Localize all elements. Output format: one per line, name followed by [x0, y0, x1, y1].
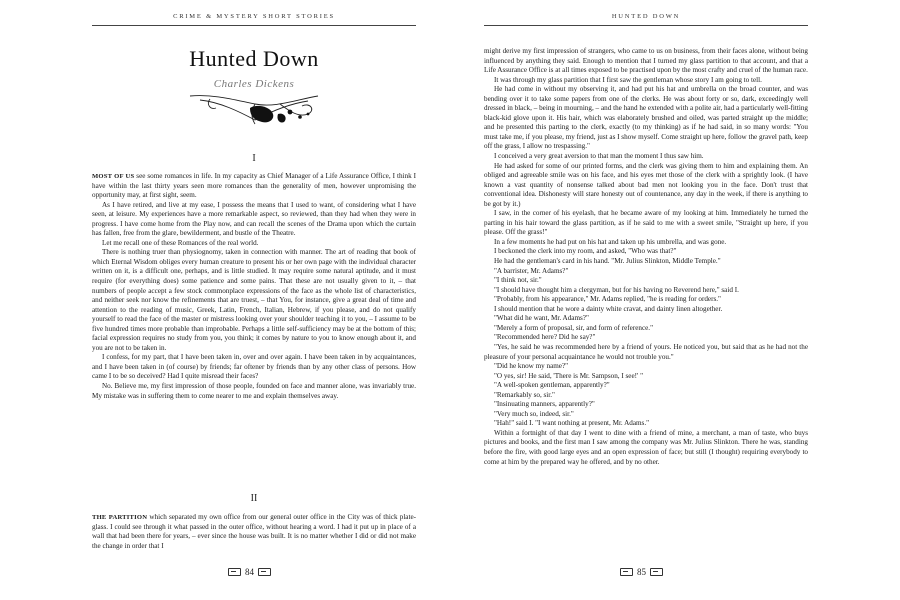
paragraph-text: He had the gentleman's card in his hand. "Mr. Julius Slinkton, Middle Temple.": [494, 257, 721, 266]
paragraph-text: "Hah!" said I. "I want nothing at present, Mr. Adams.": [494, 419, 650, 428]
section-1-text: [92, 172, 416, 470]
paragraph: [484, 238, 808, 248]
page-number-right: [620, 567, 663, 577]
folio-ornament-icon: [620, 568, 633, 576]
paragraph: [92, 172, 416, 201]
paragraph: [92, 382, 416, 401]
paragraph: [484, 305, 808, 315]
paragraph-text: Within a fortnight of that day I went to dine with a friend of mine, a merchant, a man of taste, who buys pictures and books, and the first man I saw among the company was Mr. Julius Slinkton. There he was, standing before the fire, with good large eyes and an open expression of face; but still (I thought) requiring everybody to come at him by the prepared way he offered, and by no other.: [484, 428, 808, 466]
paragraph: [484, 209, 808, 238]
paragraph: [484, 381, 808, 391]
paragraph-text: I beckoned the clerk into my room, and asked, "Who was that?": [494, 247, 677, 256]
header-rule-right: [484, 25, 808, 26]
running-head-left: CRIME & MYSTERY SHORT STORIES: [173, 13, 335, 20]
folio-ornament-icon: [650, 568, 663, 576]
paragraph-text: I saw, in the corner of his eyelash, that he became aware of my looking at him. Immediately he turned the parting in his hair toward the glass partition, as if he said to me with a sweet smile, "Straight up here, if you please. Off the grass!": [484, 209, 808, 237]
story-title: Hunted Down: [189, 46, 319, 71]
paragraph-text: "Remarkably so, sir.": [494, 390, 555, 399]
header-rule-left: [92, 25, 416, 26]
section-number-1: I: [252, 153, 256, 164]
paragraph: [484, 276, 808, 286]
paragraph: [484, 343, 808, 362]
story-author: Charles Dickens: [213, 78, 295, 90]
paragraph-text: "Probably, from his appearance," Mr. Adams replied, "he is reading for orders.": [494, 295, 721, 304]
paragraph: [92, 513, 416, 551]
paragraph-text: As I have retired, and live at my ease, I possess the means that I used to want, of considering what I have seen, at leisure. My experiences have a more remarkable aspect, so reviewed, than they had when they were in progress. I have come home from the Play now, and can recall the scenes of the Drama upon which the curtain has fallen, free from the glare, bewilderment, and bustle of the Theatre.: [92, 200, 416, 238]
paragraph-text: I should mention that he wore a dainty white cravat, and dainty linen altogether.: [494, 304, 723, 313]
paragraph: [484, 314, 808, 324]
lead-in: MOST OF US: [92, 173, 135, 180]
paragraph: [484, 76, 808, 86]
paragraph-text: might derive my first impression of strangers, who came to us on business, from their faces alone, without being influenced by anything they said. Enough to mention that I turned my glass partition to that account, and that a Life Assurance Office is at all times exposed to be practised upon by the most crafty and cruel of the human race.: [484, 47, 808, 75]
paragraph: [484, 400, 808, 410]
section-number-2: II: [250, 493, 258, 504]
paragraph-text: No. Believe me, my first impression of those people, founded on face and manner alone, was invariably true. My mistake was in suffering them to come nearer to me and explain themselves away.: [92, 382, 416, 400]
running-head-right: HUNTED DOWN: [611, 13, 681, 20]
paragraph: [484, 324, 808, 334]
paragraph: [484, 286, 808, 296]
paragraph-text: which separated my own office from our general outer office in the City was of thick plate-glass. I could see through it what passed in the outer office, without hearing a word. I had it put up in place of a wall that had been there for years, – ever since the house was built. It is no matter whether I did or did not make the change in order that I: [92, 513, 416, 550]
paragraph-text: "I should have thought him a clergyman, but for his having no Reverend here," said I.: [494, 285, 739, 294]
paragraph-text: "O yes, sir! He said, 'There is Mr. Sampson, I see!' ": [494, 371, 644, 380]
paragraph-text: He had asked for some of our printed forms, and the clerk was giving them to him and explaining them. An obliged and agreeable smile was on his face, and his eyes met those of the clerk with a sprightly look. (I have known a vast quantity of nonsense talked about bad men not looking you in the face. Don't trust that conventional idea. Dishonesty will stare honesty out of countenance, any day in the week, if there is anything to be got by it.): [484, 161, 808, 208]
paragraph: [484, 391, 808, 401]
paragraph: [92, 201, 416, 239]
paragraph-text: see some romances in life. In my capacity as Chief Manager of a Life Assurance Office, I think I have within the last thirty years seen more romances than the generality of men, however unpromising the opportunity may, at first sight, seem.: [92, 172, 416, 200]
paragraph: [484, 47, 808, 76]
paragraph-text: "Recommended here? Did he say?": [494, 333, 596, 342]
paragraph-text: "Insinuating manners, apparently?": [494, 400, 595, 409]
paragraph-text: "Very much so, indeed, sir.": [494, 409, 574, 418]
paragraph-text: I conceived a very great aversion to that man the moment I thus saw him.: [494, 152, 704, 161]
folio-ornament-icon: [258, 568, 271, 576]
paragraph: [484, 152, 808, 162]
paragraph: [484, 267, 808, 277]
paragraph-text: "A barrister, Mr. Adams?": [494, 266, 569, 275]
paragraph: [484, 362, 808, 372]
folio-number: 84: [245, 567, 254, 577]
paragraph-text: It was through my glass partition that I first saw the gentleman whose story I am going to tell.: [494, 75, 762, 84]
paragraph: [92, 353, 416, 382]
paragraph-text: "What did he want, Mr. Adams?": [494, 314, 589, 323]
paragraph-text: In a few moments he had put on his hat and taken up his umbrella, and was gone.: [494, 237, 727, 246]
flourish-ornament-icon: [180, 90, 330, 130]
folio-number: 85: [637, 567, 646, 577]
folio-ornament-icon: [228, 568, 241, 576]
paragraph-text: I confess, for my part, that I have been taken in, over and over again. I have been taken in by acquaintances, and I have been taken in (of course) by friends; far oftener by friends than by any other class of persons. How came I to be so deceived? Had I quite misread their faces?: [92, 353, 416, 381]
paragraph: [484, 295, 808, 305]
paragraph-text: "Did he know my name?": [494, 362, 569, 371]
paragraph: [484, 257, 808, 267]
paragraph-text: "A well-spoken gentleman, apparently?": [494, 381, 610, 390]
paragraph-text: He had come in without my observing it, and had put his hat and umbrella on the broad counter, and was bending over it to take some papers from one of the clerks. He was about forty or so, dark, exceedingly well dressed in black, – being in mourning, – and the hand he extended with a polite air, had a particularly well-fitting black-kid glove upon it. His hair, which was elaborately brushed and oiled, was parted straight up the middle; and he presented this parting to the clerk, exactly (to my thinking) as if he had said, in so many words: "You must take me, if you please, my friend, just as I show myself. Come straight up here, follow the gravel path, keep off the grass, I allow no trespassing.": [484, 85, 808, 151]
paragraph-text: "Merely a form of proposal, sir, and form of reference.": [494, 323, 654, 332]
right-page-text: [484, 47, 808, 565]
paragraph: [484, 410, 808, 420]
paragraph-text: There is nothing truer than physiognomy, taken in connection with manner. The art of reading that book of which Eternal Wisdom obliges every human creature to present his or her own page with the individual character written on it, is a difficult one, perhaps, and is little studied. It may require some natural aptitude, and it must require (for everything does) some patience and some pains. That these are not usually given to it, – that numbers of people accept a few stock commonplace expressions of the face as the whole list of characteristics, and neither seek nor know the refinements that are truest, – that You, for instance, give a great deal of time and attention to the reading of music, Greek, Latin, French, Italian, Hebrew, if you please, and do not qualify yourself to read the face of the master or mistress looking over your shoulder teaching it to you, – I assume to be five hundred times more probable than improbable. Perhaps a little self-sufficiency may be at the bottom of this; facial expression requires no study from you, you think; it comes by nature to you to know enough about it, and you are not to be taken in.: [92, 248, 416, 352]
section-2-text: [92, 513, 416, 561]
paragraph: [484, 333, 808, 343]
paragraph-text: Let me recall one of these Romances of the real world.: [102, 238, 259, 247]
paragraph: [484, 247, 808, 257]
paragraph-text: "I think not, sir.": [494, 276, 542, 285]
right-page: [450, 0, 900, 600]
paragraph: [92, 248, 416, 353]
paragraph: [484, 85, 808, 152]
paragraph: [484, 419, 808, 429]
paragraph: [484, 162, 808, 210]
lead-in: THE PARTITION: [92, 514, 148, 521]
paragraph: [92, 239, 416, 249]
paragraph-text: "Yes, he said he was recommended here by a friend of yours. He noticed you, but said that as he had not the pleasure of your personal acquaintance he would not trouble you.": [484, 342, 808, 361]
page-number-left: [228, 567, 271, 577]
paragraph: [484, 372, 808, 382]
paragraph: [484, 429, 808, 467]
